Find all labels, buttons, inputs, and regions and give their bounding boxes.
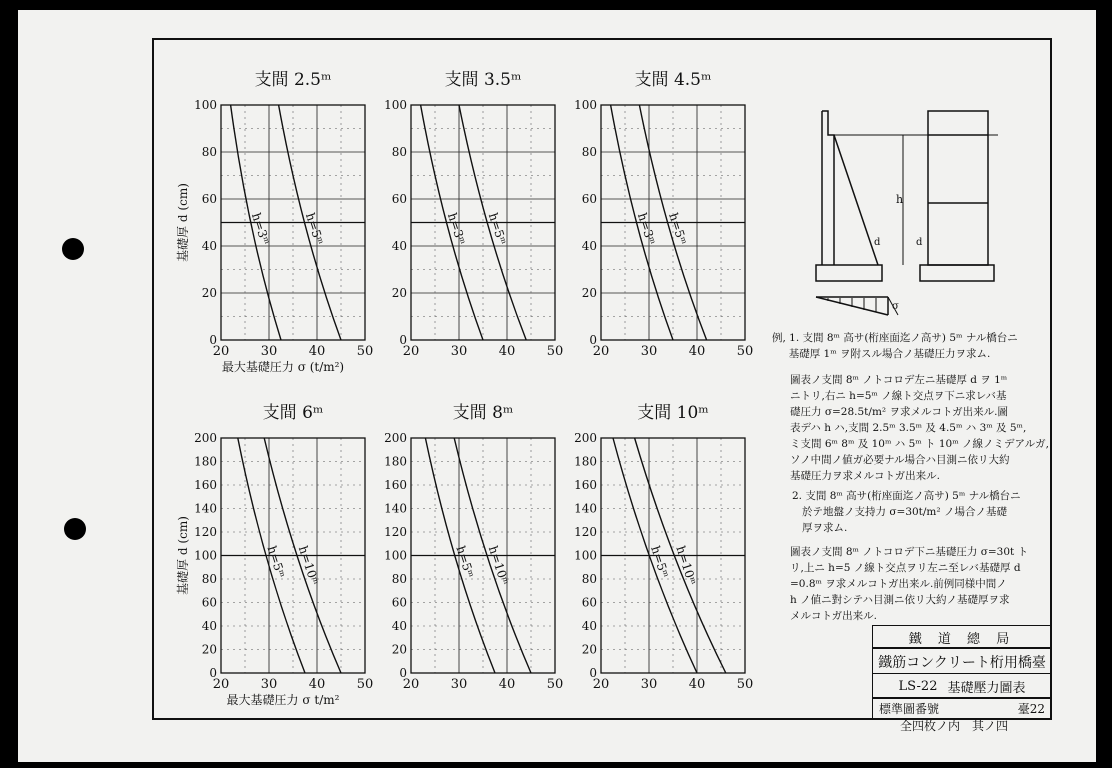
y-tick-label: 0 bbox=[209, 666, 217, 680]
y-tick-label: 40 bbox=[581, 239, 597, 253]
series-label: h=3ᵐ bbox=[248, 211, 273, 247]
y-tick-label: 40 bbox=[581, 619, 597, 633]
y-tick-label: 180 bbox=[574, 454, 597, 469]
x-tick-label: 30 bbox=[640, 677, 658, 692]
y-tick-label: 120 bbox=[574, 525, 597, 539]
series-label: h=5ᵐ bbox=[453, 544, 477, 580]
y-tick-label: 0 bbox=[209, 333, 217, 347]
x-tick-label: 50 bbox=[736, 344, 754, 359]
x-tick-label: 40 bbox=[308, 344, 326, 359]
y-tick-label: 140 bbox=[574, 501, 597, 516]
y-tick-label: 140 bbox=[384, 501, 407, 516]
series-label: h=5ᵐ bbox=[648, 544, 672, 580]
y-tick-label: 200 bbox=[194, 431, 217, 445]
y-axis-label: 基礎厚 d (cm) bbox=[176, 516, 190, 595]
y-tick-label: 40 bbox=[391, 619, 407, 633]
std-row bbox=[872, 697, 1052, 719]
diagram-d-label-1: d bbox=[874, 237, 881, 248]
y-tick-label: 20 bbox=[581, 642, 597, 657]
x-tick-label: 40 bbox=[308, 677, 326, 692]
x-tick-label: 30 bbox=[450, 677, 468, 692]
series-label: h=10ᵐ bbox=[673, 544, 700, 587]
x-tick-label: 30 bbox=[450, 344, 468, 359]
series-label: h=5ᵐ bbox=[302, 211, 327, 247]
x-tick-label: 50 bbox=[356, 344, 374, 359]
sheet-count: 全四枚ノ内 其ノ四 bbox=[900, 719, 1009, 733]
title-main: 鐵筋コンクリート桁用橋臺 bbox=[872, 647, 1052, 675]
example-2-title: 2. 支間 8ᵐ 高サ(桁座面迄ノ高サ) 5ᵐ ナル橋台ニ 於テ地盤ノ支持力 σ=30t/m² ノ場合ノ基礎 厚ヲ求ム. bbox=[792, 490, 1021, 534]
x-tick-label: 20 bbox=[402, 344, 420, 359]
chart-title: 支間 10ᵐ bbox=[637, 403, 709, 423]
std-number: 臺22 bbox=[1017, 701, 1045, 716]
y-axis-label: 基礎厚 d (cm) bbox=[176, 183, 190, 262]
y-tick-label: 80 bbox=[391, 572, 407, 586]
chart-title: 支間 4.5ᵐ bbox=[634, 70, 712, 90]
x-axis-label: 最大基礎圧力 σ (t/m²) bbox=[221, 360, 345, 374]
example-2-body: 圖表ノ支間 8ᵐ ノトコロデ下ニ基礎圧力 σ=30t ト リ,上ニ h=5 ノ線ト交点ヲリ左ニ至レバ基礎厚 d =0.8ᵐ ヲ求メルコトガ出来ル.前例同様中間ノ h ノ値ニ對シテハ目測ニ依リ大約ノ基礎厚ヲ求 メルコトガ出来ル. bbox=[790, 546, 1029, 622]
y-tick-label: 0 bbox=[589, 333, 597, 347]
chart-title: 支間 2.5ᵐ bbox=[254, 70, 332, 90]
x-tick-label: 30 bbox=[640, 344, 658, 359]
y-tick-label: 140 bbox=[194, 501, 217, 516]
series-label: h=5ᵐ bbox=[485, 211, 510, 247]
y-tick-label: 80 bbox=[581, 572, 597, 586]
chart-title: 支間 8ᵐ bbox=[452, 403, 514, 423]
x-tick-label: 50 bbox=[546, 344, 564, 359]
diagram-h-label: h bbox=[896, 193, 904, 206]
series-label: h=10ᵐ bbox=[485, 544, 512, 587]
series-label: h=5ᵐ bbox=[666, 211, 690, 247]
y-tick-label: 20 bbox=[201, 642, 217, 657]
chart-title: 支間 6ᵐ bbox=[262, 403, 324, 423]
title-code-row bbox=[872, 673, 1052, 699]
y-tick-label: 160 bbox=[574, 478, 597, 492]
y-tick-label: 60 bbox=[391, 192, 407, 206]
title-block bbox=[872, 625, 1052, 720]
x-tick-label: 40 bbox=[688, 344, 706, 359]
x-tick-label: 50 bbox=[356, 677, 374, 692]
y-tick-label: 0 bbox=[399, 666, 407, 680]
x-tick-label: 20 bbox=[212, 344, 230, 359]
y-tick-label: 20 bbox=[391, 286, 407, 300]
y-tick-label: 60 bbox=[201, 595, 217, 610]
x-tick-label: 40 bbox=[498, 344, 516, 359]
y-tick-label: 60 bbox=[201, 192, 217, 206]
y-tick-label: 100 bbox=[194, 548, 217, 563]
y-tick-label: 180 bbox=[384, 454, 407, 469]
drawing-subtitle: 基礎壓力圖表 bbox=[947, 680, 1026, 696]
y-tick-label: 0 bbox=[399, 333, 407, 347]
x-tick-label: 30 bbox=[260, 344, 278, 359]
y-tick-label: 100 bbox=[384, 98, 407, 112]
y-tick-label: 100 bbox=[384, 548, 407, 563]
x-tick-label: 40 bbox=[498, 677, 516, 692]
x-tick-label: 20 bbox=[402, 677, 420, 692]
y-tick-label: 80 bbox=[581, 145, 597, 159]
series-label: h=3ᵐ bbox=[634, 211, 659, 247]
y-tick-label: 80 bbox=[391, 145, 407, 159]
y-tick-label: 60 bbox=[581, 192, 597, 206]
y-tick-label: 40 bbox=[391, 239, 407, 253]
y-tick-label: 0 bbox=[589, 666, 597, 680]
y-tick-label: 60 bbox=[581, 595, 597, 610]
x-axis-label: 最大基礎圧力 σ t/m² bbox=[226, 693, 340, 707]
y-tick-label: 120 bbox=[194, 525, 217, 539]
x-tick-label: 50 bbox=[546, 677, 564, 692]
y-tick-label: 80 bbox=[201, 145, 217, 159]
x-tick-label: 30 bbox=[260, 677, 278, 692]
diagram-sigma-label: σ bbox=[892, 301, 899, 312]
y-tick-label: 180 bbox=[194, 454, 217, 469]
y-tick-label: 120 bbox=[384, 525, 407, 539]
y-tick-label: 40 bbox=[201, 619, 217, 633]
title-org: 鐵 道 總 局 bbox=[872, 625, 1052, 649]
y-tick-label: 200 bbox=[384, 431, 407, 445]
x-tick-label: 40 bbox=[688, 677, 706, 692]
abutment-outline-left bbox=[822, 111, 834, 265]
series-label: h=5ᵐ bbox=[264, 544, 288, 580]
y-tick-label: 40 bbox=[201, 239, 217, 253]
y-tick-label: 100 bbox=[574, 98, 597, 112]
std-label: 標準圖番號 bbox=[879, 701, 940, 716]
y-tick-label: 20 bbox=[581, 286, 597, 300]
y-tick-label: 100 bbox=[574, 548, 597, 563]
y-tick-label: 200 bbox=[574, 431, 597, 445]
x-tick-label: 20 bbox=[212, 677, 230, 692]
diagram-d-label-2: d bbox=[916, 237, 923, 248]
drawing-code: LS-22 bbox=[898, 678, 938, 694]
y-tick-label: 160 bbox=[384, 478, 407, 492]
abutment-diagram bbox=[808, 105, 998, 320]
x-tick-label: 20 bbox=[592, 677, 610, 692]
x-tick-label: 50 bbox=[736, 677, 754, 692]
x-tick-label: 20 bbox=[592, 344, 610, 359]
series-label: h=3ᵐ bbox=[444, 211, 469, 247]
y-tick-label: 60 bbox=[391, 595, 407, 610]
y-tick-label: 160 bbox=[194, 478, 217, 492]
chart-title: 支間 3.5ᵐ bbox=[444, 70, 522, 90]
y-tick-label: 20 bbox=[391, 642, 407, 657]
series-label: h=10ᵐ bbox=[295, 544, 322, 587]
y-tick-label: 100 bbox=[194, 98, 217, 112]
example-1-title: 例, 1. 支間 8ᵐ 高サ(桁座面迄ノ高サ) 5ᵐ ナル橋台ニ 基礎厚 1ᵐ ヲ附スル場合ノ基礎圧力ヲ求ム. bbox=[772, 332, 1018, 360]
y-tick-label: 80 bbox=[201, 572, 217, 586]
y-tick-label: 20 bbox=[201, 286, 217, 300]
example-1-body: 圖表ノ支間 8ᵐ ノトコロデ左ニ基礎厚 d ヲ 1ᵐ ニトリ,右ニ h=5ᵐ ノ線ト交点ヲ下ニ求レバ基 礎圧力 σ=28.5t/m² ヲ求メルコトガ出来ル.圖 表デハ h ハ,支間 2.5ᵐ 3.5ᵐ 及 4.5ᵐ ハ 3ᵐ 及 5ᵐ, ミ支間 6ᵐ 8ᵐ 及 10ᵐ ハ 5ᵐ ト 10ᵐ ノ線ノミデアルガ, ソノ中間ノ値ガ必要ナル場合ハ目測ニ依リ大約 基礎圧力ヲ求メルコトガ出来ル. bbox=[790, 374, 1049, 482]
